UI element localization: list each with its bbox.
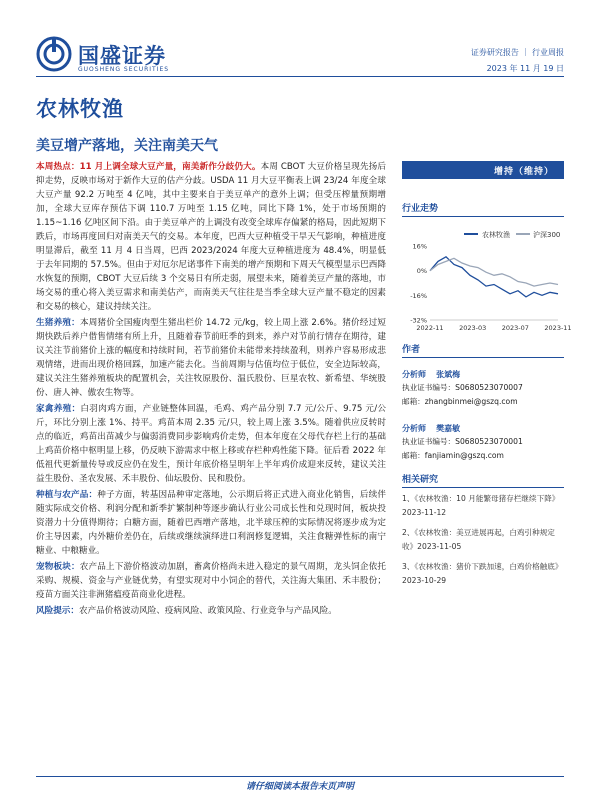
y-tick-label: -32% [410,316,427,325]
authors-divider [402,357,564,358]
analyst-block-2: 分析师 樊嘉敏 执业证书编号：S0680523070001 邮箱：fanjiamin@gszq.com [402,424,523,460]
y-tick-label: -16% [410,291,427,300]
paragraph: 生猪养殖：本周猪价全国瘦肉型生猪出栏价 14.72 元/kg，较上周上涨 2.6%。猪价经过短期快跌后养户借售情绪有所上升，且随着春节前旺季的到来，养户对节前行情存在期待，建议关注节前猪价上涨的幅度和持续时间，若节前猪价未能带来持续盈利，则养户容易形成悲观情绪，进而出现价格回踩，加速产能去化。当前周期与估值均位于低位，安全边际较高，建议关注生猪养殖板块的配置机会，关注牧原股份、温氏股份、巨星农牧、新希望、华统股份、唐人神、傲农生物等。 [36,318,386,398]
related-item[interactable]: 3、《农林牧渔：猪价下跌加速，白鸡价格触底》2023-10-29 [402,562,563,585]
paragraph: 风险提示：农产品价格波动风险、疫病风险、政策风险、行业竞争与产品风险。 [36,606,337,616]
x-tick-label: 2023-03 [459,324,487,332]
trend-title: 行业走势 [402,204,439,214]
trend-divider [402,216,564,217]
series-line-hs300 [430,258,558,286]
related-item[interactable]: 1、《农林牧渔：10 月能繁母猪存栏继续下降》2023-11-12 [402,494,560,517]
paragraph: 本周热点：11 月上调全球大豆产量，南美新作分歧仍大。本周 CBOT 大豆价格呈现先扬后抑走势，反映市场对于新作大豆的估产分歧。USDA 11 月大豆平衡表上调 23/24 年度全球大豆产量 92.2 万吨至 4 亿吨，其中主要来自于美豆单产的意外上调；但受压榨量预期增加，全球大豆库存预估下调 110.7 万吨至 1.15 亿吨，同比下降 1%，处于市场预期的 1.15~1.16 亿吨区间下沿。由于美豆单产的上调没有改变全球库存偏紧的格局，因此短期下跌后，市场再度回归对南美天气的交易。本年度，巴西大豆种植受干旱天气影响，种植进度明显滞后，截至 11 月 4 日当周，巴西 2023/2024 年度大豆种植进度为 48.4%，明显低于去年同期的 57.5%。但由于对厄尔尼诺事件下南美的增产预期和下周天气模型显示巴西降水恢复的预期，CBOT 大豆后续 3 个交易日有所走弱，展望未来，随着美豆产量的落地，市场交易的重心将入美豆需求和南美估产，而南美天气往往是当季全球大豆产量不稳定的因素和交易的核心，建议持续关注。 [36,162,386,312]
series-line-agri [430,257,558,297]
related-divider [402,487,564,488]
related-item[interactable]: 2、《农林牧渔：美豆进展再起，白鸡引种规定收》2023-11-05 [402,528,555,551]
legend-label-2: 沪深300 [533,231,561,239]
report-headline: 美豆增产落地，关注南美天气 [36,138,218,154]
paragraph: 家禽养殖：白羽肉鸡方面，产业链整体回温，毛鸡、鸡产品分别 7.7 元/公斤、9.75 元/公斤，环比分别上涨 1%、持平。鸡苗本周 2.35 元/只，较上周上涨 3.5%。随着供应反转时点的临近，鸡苗出苗减少与偏弱消费同步影响鸡价走势，但本年度在父母代存栏上行的基础上鸡苗价格中枢明显上移，仍反映下游需求中枢上移或存栏种鸡性能下降。征后看 2022 年低祖代更新量传导或反应仍在发生，预计年底价格呈明年上半年鸡价成迎来反转，建议关注益生股份、圣农发展、禾丰股份、仙坛股份、民和股份。 [36,404,386,484]
report-date: 2023 年 11 月 19 日 [486,64,564,73]
report-type: 证券研究报告 ｜ 行业周报 [470,48,564,57]
trend-chart [402,226,572,336]
legend-label-1: 农林牧渔 [482,231,510,239]
logo-emblem-icon [36,36,72,72]
x-tick-label: 2022-11 [416,324,444,332]
y-tick-label: 16% [412,242,427,251]
rating-label: 增持（维持） [493,167,554,177]
related-title: 相关研究 [402,475,439,485]
x-tick-label: 2023-11 [544,324,572,332]
main-body [36,160,386,620]
analyst-block-1: 分析师 张斌梅 执业证书编号：S0680523070007 邮箱：zhangbinmei@gszq.com [402,370,523,406]
footer-disclaimer: 请仔细阅读本报告末页声明 [245,782,354,792]
logo-text: 国盛证券 [78,44,166,68]
header-divider [36,76,564,77]
authors-title: 作者 [402,345,421,355]
y-tick-label: 0% [416,267,427,276]
related-list [402,492,564,588]
footer-divider [36,776,564,777]
industry-title: 农林牧渔 [36,97,124,121]
paragraph: 种植与农产品：种子方面，转基因品种审定落地，公示期后将正式进入商业化销售，后续伴随实际成交价格、利润分配和新季扩繁制种等逐步确认行业公司成长性和兑现时间，板块投资潜力十分值得期待；白糖方面，随着巴西增产落地，北半球压榨的实际情况将逐步成为定价主导因素，内外糖价差仍在，后续或继续演绎进口利润修复逻辑，关注食糖弹性标的南宁糖业、中粮糖业。 [36,490,386,556]
x-tick-label: 2023-07 [501,324,529,332]
logo-subtext: GUOSHENG SECURITIES [78,66,170,73]
paragraph: 宠物板块：农产品上下游价格波动加剧，畜禽价格尚未进入稳定的景气周期，龙头饲企依托采购、规模、资金与产业链优势，有望实现对中小饲企的替代，关注海大集团、禾丰股份；疫苗方面关注非洲猪瘟疫苗商业化进程。 [36,562,386,600]
